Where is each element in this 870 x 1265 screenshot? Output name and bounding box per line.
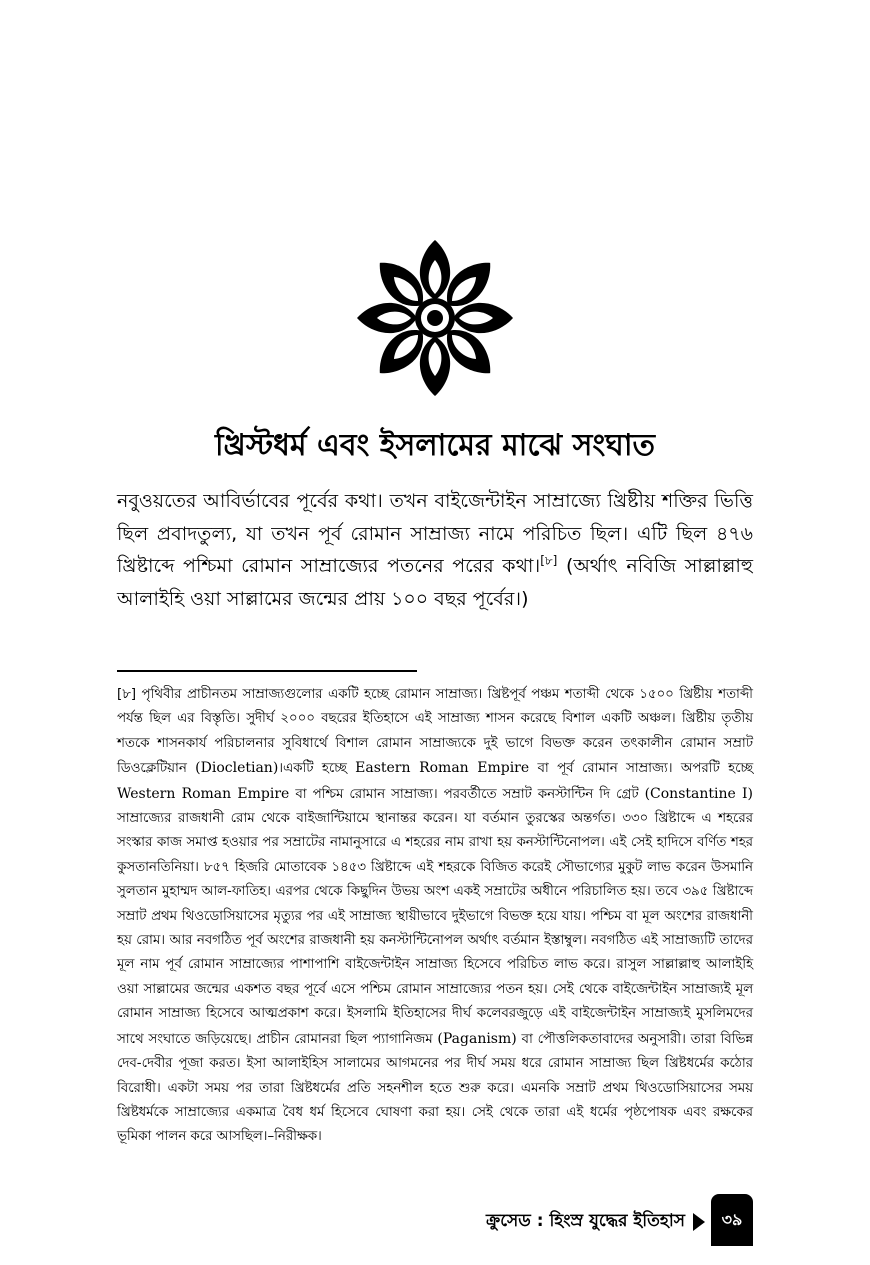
footnote-marker: [৮] [117, 687, 137, 702]
body-paragraph [117, 485, 753, 615]
triangle-right-icon [693, 1213, 705, 1231]
footnote-text: সাম্রাজ্যের রাজধানী রোম থেকে বাইজান্টিয়ামে স্থানান্তর করেন। যা বর্তমান তুরস্কের অন্তর্গত। ৩৩০ খ্রিষ্টাব্দে এ শহরের সংস্কার কাজ সমাপ্ত হওয়ার পর সম্রাটের নামানুসারে এ শহরের নাম রাখা হয় কনস্টান্টিনোপল। এই সেই হাদিসে বর্ণিত শহর কুসতানতিনিয়া। ৮৫৭ হিজরি মোতাবেক ১৪৫৩ খ্রিষ্টাব্দে এই শহরকে বিজিত করেই সৌভাগ্যের মুকুট লাভ করেন উসমানি সুলতান মুহাম্মদ আল-ফাতিহ। এরপর থেকে কিছুদিন উভয় অংশ একই সম্রাটের অধীনে পরিচালিত হয়। তবে ৩৯৫ খ্রিষ্টাব্দে সম্রাট প্রথম থিওডোসিয়াসের মৃত্যুর পর এই সাম্রাজ্য স্থায়ীভাবে দুইভাগে বিভক্ত হয়ে যায়। পশ্চিম বা মূল অংশের রাজধানী হয় রোম। আর নবগঠিত পূর্ব অংশের রাজধানী হয় কনস্টান্টিনোপল অর্থাৎ বর্তমান ইস্তাম্বুল। নবগঠিত এই সাম্রাজ্যটি তাদের মূল নাম পূর্ব রোমান সাম্রাজ্যের পাশাপাশি বাইজেন্টাইন সাম্রাজ্য হিসেবে পরিচিত লাভ করে। রাসুল সাল্লাল্লাহু আলাইহি ওয়া সাল্লামের জন্মের একশত বছর পূর্বে এসে পশ্চিম রোমান সাম্রাজ্যের পতন হয়। সেই থেকে বাইজেন্টাইন সাম্রাজ্যই মূল রোমান সাম্রাজ্য হিসেবে আত্মপ্রকাশ করে। ইসলামি ইতিহাসের দীর্ঘ কলেবরজুড়ে এই বাইজেন্টাইন সাম্রাজ্যই মুসলিমদের সাথে সংঘাতে জড়িয়েছে। প্রাচীন রোমানরা ছিল প্যাগানিজম [117, 811, 753, 1047]
body-paragraph-tail: (অর্থাৎ নবিজি সাল্লাল্লাহু আলাইহি ওয়া সাল্লামের জন্মের প্রায় ১০০ বছর পূর্বের।) [117, 555, 753, 610]
book-title: ক্রুসেড : হিংস্র যুদ্ধের ইতিহাস [486, 1211, 685, 1231]
footnote-text: বা পৌত্তলিকতাবাদের অনুসারী। তারা বিভিন্ন দেব-দেবীর পূজা করত। ইসা আলাইহিস সালামের আগমনের পর দীর্ঘ সময় ধরে রোমান সাম্রাজ্য ছিল খ্রিষ্টধর্মের কঠোর বিরোধী। একটা সময় পর তারা খ্রিষ্টধর্মের প্রতি সহনশীল হতে শুরু করে। এমনকি সম্রাট প্রথম থিওডোসিয়াসের সময় খ্রিষ্টধর্মকে সাম্রাজ্যের একমাত্র বৈধ ধর্ম হিসেবে ঘোষণা করা হয়। সেই থেকে তারা এই ধর্মের পৃষ্ঠপোষক এবং রক্ষকের ভূমিকা পালন করে আসছিল।–নিরীক্ষক। [117, 1031, 753, 1145]
footnote-divider [117, 670, 417, 672]
footnote-latin-term: (Paganism) [437, 1030, 517, 1047]
flower-ornament-icon [355, 238, 515, 398]
footnote [117, 683, 753, 1150]
footnote-text: বা পূর্ব রোমান সাম্রাজ্য। অপরটি হচ্ছে [529, 761, 753, 777]
chapter-title: খ্রিস্টধর্ম এবং ইসলামের মাঝে সংঘাত [214, 428, 656, 463]
footnote-latin-term: Western Roman Empire [117, 785, 290, 802]
footnote-text: পৃথিবীর প্রাচীনতম সাম্রাজ্যগুলোর একটি হচ্ছে রোমান সাম্রাজ্য। খ্রিষ্টপূর্ব পঞ্চম শতাব্দী থেকে ১৫০০ খ্রিষ্টীয় শতাব্দী পর্যন্ত ছিল এর বিস্তৃতি। সুদীর্ঘ ২০০০ বছরের ইতিহাসে এই সাম্রাজ্য শাসন করেছে বিশাল একটি অঞ্চল। খ্রিষ্টীয় তৃতীয় শতকে শাসনকার্য পরিচালনার সুবিধার্থে বিশাল রোমান সাম্রাজ্যকে দুই ভাগে বিভক্ত করেন তৎকালীন রোমান সম্রাট ডিওক্লেটিয়ান [117, 687, 753, 777]
body-paragraph-text: নবুওয়তের আবির্ভাবের পূর্বের কথা। তখন বাইজেন্টাইন সাম্রাজ্যে খ্রিষ্টীয় শক্তির ভিত্তি ছিল প্রবাদতুল্য, যা তখন পূর্ব রোমান সাম্রাজ্য নামে পরিচিত ছিল। এটি ছিল ৪৭৬ খ্রিষ্টাব্দে পশ্চিমা রোমান সাম্রাজ্যের পতনের পরের কথা। [117, 490, 753, 577]
page-number: ৩৯ [721, 1209, 743, 1229]
footnote-latin-term: (Diocletian) [195, 760, 279, 777]
footnote-latin-term: Eastern Roman Empire [355, 760, 530, 777]
footnote-text: বা পশ্চিম রোমান সাম্রাজ্য। পরবর্তীতে সম্রাট কনস্টান্টিন দি গ্রেট [289, 786, 645, 802]
footnote-text: ।একটি হচ্ছে [278, 761, 356, 777]
page-number-tab [711, 1194, 753, 1246]
running-footer [420, 1208, 705, 1236]
footnote-latin-term: (Constantine I) [644, 785, 753, 802]
footnote-reference[interactable]: [৮] [540, 553, 558, 568]
